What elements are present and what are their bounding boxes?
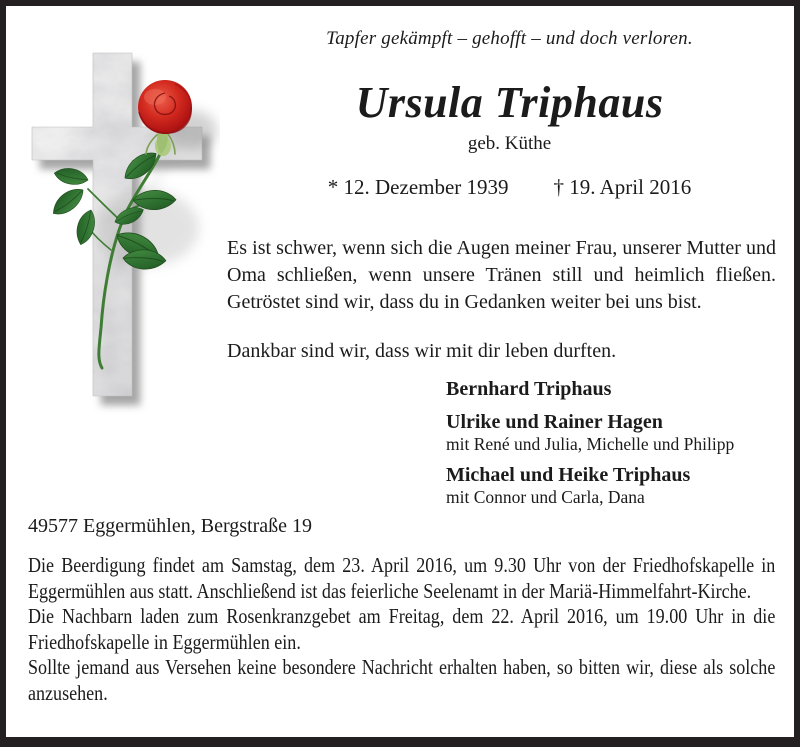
mourner-name: Ulrike und Rainer Hagen — [446, 411, 663, 433]
life-dates — [243, 174, 776, 200]
mourner-name: Bernhard Triphaus — [446, 378, 612, 400]
mourner-name: Michael und Heike Triphaus — [446, 464, 691, 486]
mourners-list — [446, 377, 786, 516]
notification-note: Sollte jemand aus Versehen keine besondere Nachricht erhalten haben, so bitten wir, diese als solche anzusehen. — [28, 655, 776, 705]
mourner-entry — [446, 377, 786, 401]
rosary-info: Die Nachbarn laden zum Rosenkranzgebet am Freitag, dem 22. April 2016, um 19.00 Uhr in die Friedhofskapelle in Eggermühlen ein. — [28, 604, 776, 654]
marble-cross-red-rose-icon — [25, 50, 220, 420]
maiden-name: geb. Küthe — [467, 133, 552, 154]
burial-info: Die Beerdigung findet am Samstag, dem 23. April 2016, um 9.30 Uhr von der Friedhofskapelle in Eggermühlen aus statt. Anschließend ist das feierliche Seelenamt in der Mariä-Himmelfahrt-Kirche. — [28, 553, 776, 603]
death-date: † 19. April 2016 — [553, 175, 692, 199]
condolence-paragraph: Es ist schwer, wenn sich die Augen meiner Frau, unserer Mutter und Oma schließen, wenn unsere Tränen still und heimlich fließen. Getröstet sind wir, dass du in Gedanken weiter bei uns bist. — [227, 237, 776, 313]
gratitude-paragraph: Dankbar sind wir, dass wir mit dir leben durften. — [227, 340, 617, 362]
cross-rose-figure — [25, 50, 220, 420]
condolence-text — [227, 235, 776, 365]
birth-date: * 12. Dezember 1939 — [327, 175, 509, 199]
funeral-details-text — [28, 553, 775, 706]
deceased-name: Ursula Triphaus — [355, 78, 664, 127]
family-address: 49577 Eggermühlen, Bergstraße 19 — [28, 515, 313, 537]
mourner-with: mit Connor und Carla, Dana — [446, 487, 645, 507]
epitaph-line: Tapfer gekämpft – gehofft – und doch verloren. — [326, 28, 693, 49]
mourner-with: mit René und Julia, Michelle und Philipp — [446, 434, 735, 454]
funeral-details — [28, 553, 775, 738]
mourner-entry — [446, 463, 786, 507]
notice-header — [227, 26, 776, 200]
mourner-entry — [446, 410, 786, 454]
